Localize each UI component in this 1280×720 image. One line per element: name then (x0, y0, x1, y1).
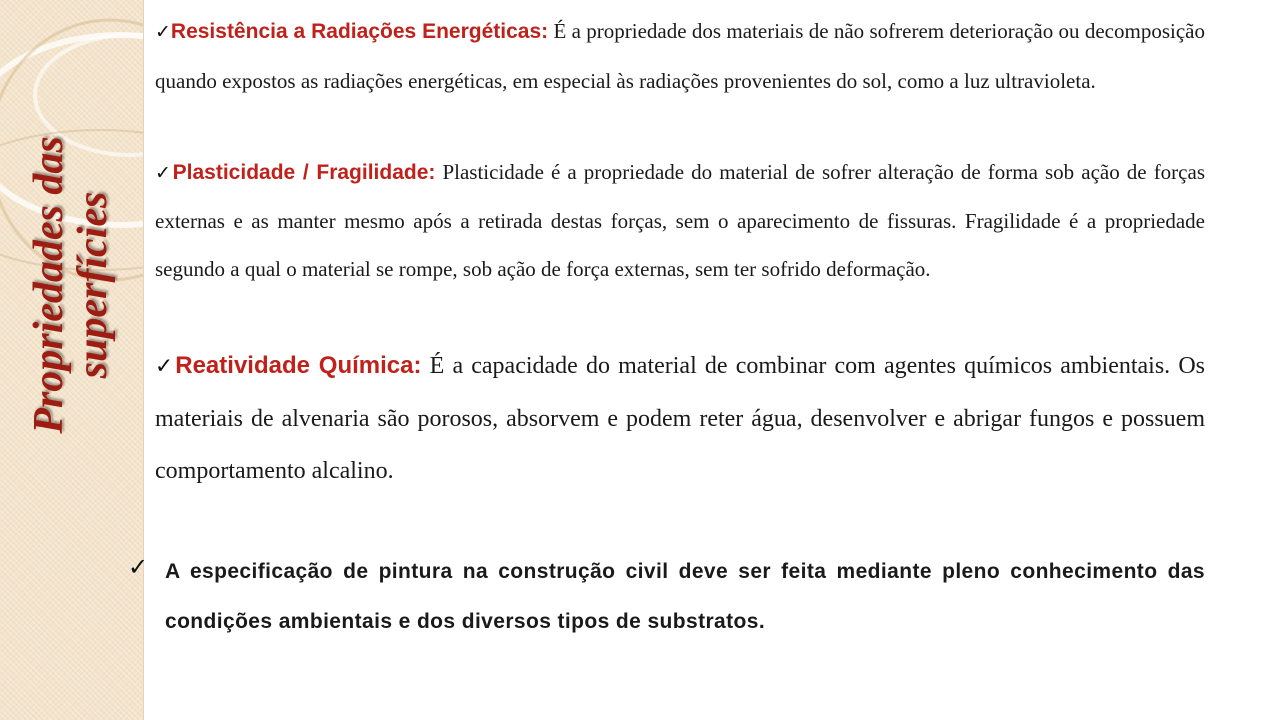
page-title-line-1: Propriedades das (26, 136, 72, 434)
checkmark-icon: ✓ (155, 162, 173, 184)
item-term: Reatividade Química: (175, 352, 422, 379)
item-term: Resistência a Radiações Energéticas: (170, 20, 549, 43)
checkmark-icon: ✓ (128, 553, 149, 581)
checkmark-icon: ✓ (155, 21, 171, 43)
item-text: É a capacidade do material de combinar com agentes químicos ambientais. Os materiais de alvenaria são porosos, absorvem e podem reter água, desenvolver e abrigar fungos e possuem comportamento alcalino. (155, 353, 1206, 484)
checkmark-icon: ✓ (155, 354, 176, 379)
item-text: Plasticidade é a propriedade do material de sofrer alteração de forma sob ação de forças externas e as manter mesmo após a retirada destas forças, sem o aparecimento de fissuras. Fragilidade é a propriedade segundo a qual o material se rompe, sob ação de força externas, sem ter sofrido deformação. (155, 160, 1205, 281)
page-title-line-2: superfícies (70, 191, 116, 379)
item-chemical-reactivity (155, 340, 1205, 497)
item-plasticity-fragility (155, 148, 1205, 293)
item-radiation-resistance (155, 7, 1205, 106)
item-text: É a propriedade dos materiais de não sofrerem deterioração ou decomposição quando expostos as radiações energéticas, em especial às radiações provenientes do sol, como a luz ultravioleta. (155, 19, 1205, 93)
specification-note: A especificação de pintura na construção civil deve ser feita mediante pleno conhecimento das condições ambientais e dos diversos tipos de substratos. (165, 560, 1205, 633)
item-term: Plasticidade / Fragilidade: (172, 161, 436, 184)
